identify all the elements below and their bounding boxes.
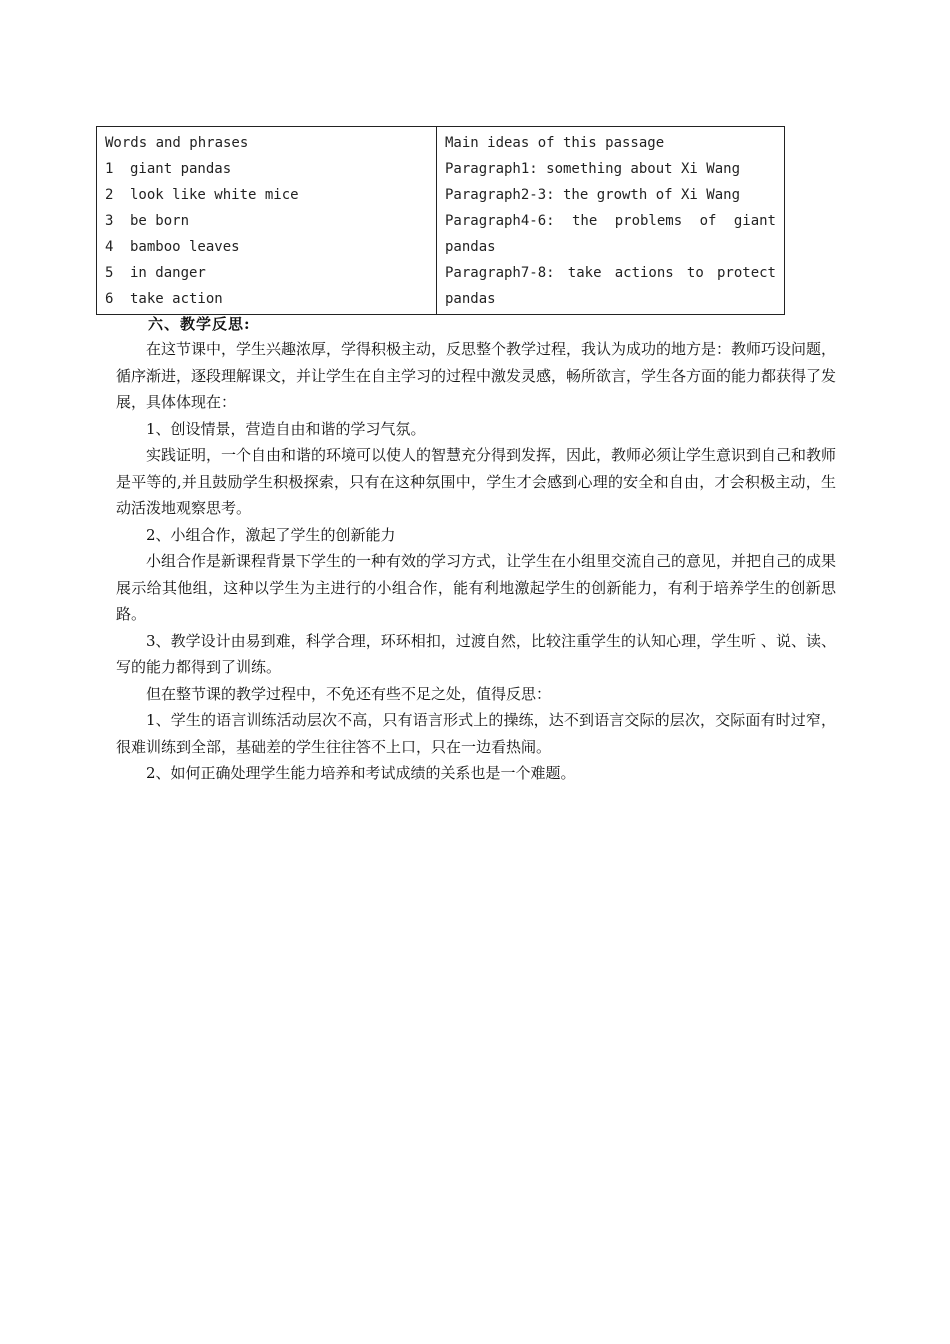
table-row [97,127,785,315]
list-item: 5 in danger [105,265,206,281]
section-heading: 六、教学反思: [148,315,251,333]
paragraph: 在这节课中，学生兴趣浓厚，学得积极主动，反思整个教学过程，我认为成功的地方是：教师巧设问题，循序渐进，逐段理解课文，并让学生在自主学习的过程中激发灵感，畅所欲言，学生各方面的能力都获得了发展，具体体现在： [116,340,837,411]
main-ideas-header: Main ideas of this passage [445,135,665,151]
words-header: Words and phrases [105,135,249,151]
main-ideas-cell [437,127,785,315]
main-idea-paragraph1: Paragraph1: something about Xi Wang [445,161,741,177]
paragraph: 但在整节课的教学过程中，不免还有些不足之处，值得反思： [146,684,552,703]
main-idea-paragraph4-6-line2: pandas [445,239,496,255]
list-item: 1 giant pandas [105,161,232,177]
list-item: 3 be born [105,213,190,229]
words-and-phrases-cell [97,127,437,315]
paragraph: 小组合作是新课程背景下学生的一种有效的学习方式，让学生在小组里交流自己的意见，并把自己的成果展示给其他组，这种以学生为主进行的小组合作，能有利地激起学生的创新能力，有利于培养学生的创新思路。 [116,552,837,623]
reflection-body [116,336,836,787]
paragraph: 1、创设情景，营造自由和谐的学习气氛。 [146,419,426,438]
list-item: 2 look like white mice [105,187,299,203]
main-idea-paragraph4-6-line1: Paragraph4-6: the problems of giant [445,213,776,229]
paragraph: 2、小组合作，激起了学生的创新能力 [146,525,396,544]
main-idea-paragraph7-8-line1: Paragraph7-8: take actions to protect [445,265,776,281]
paragraph: 实践证明，一个自由和谐的环境可以使人的智慧充分得到发挥，因此，教师必须让学生意识到自己和教师是平等的,并且鼓励学生积极探索，只有在这种氛围中，学生才会感到心理的安全和自由，才会积极主动，生动活泼地观察思考。 [116,446,837,517]
words-and-ideas-table [96,126,785,315]
paragraph: 2、如何正确处理学生能力培养和考试成绩的关系也是一个难题。 [146,764,576,782]
list-item: 6 take action [105,291,223,307]
main-idea-paragraph2-3: Paragraph2-3: the growth of Xi Wang [445,187,741,203]
paragraph: 3、教学设计由易到难，科学合理，环环相扣，过渡自然，比较注重学生的认知心理，学生听 、说、读、写的能力都得到了训练。 [116,631,836,676]
paragraph: 1、学生的语言训练活动层次不高，只有语言形式上的操练，达不到语言交际的层次，交际面有时过窄，很难训练到全部，基础差的学生往往答不上口，只在一边看热闹。 [116,711,836,756]
list-item: 4 bamboo leaves [105,239,240,255]
main-idea-paragraph7-8-line2: pandas [445,291,496,307]
